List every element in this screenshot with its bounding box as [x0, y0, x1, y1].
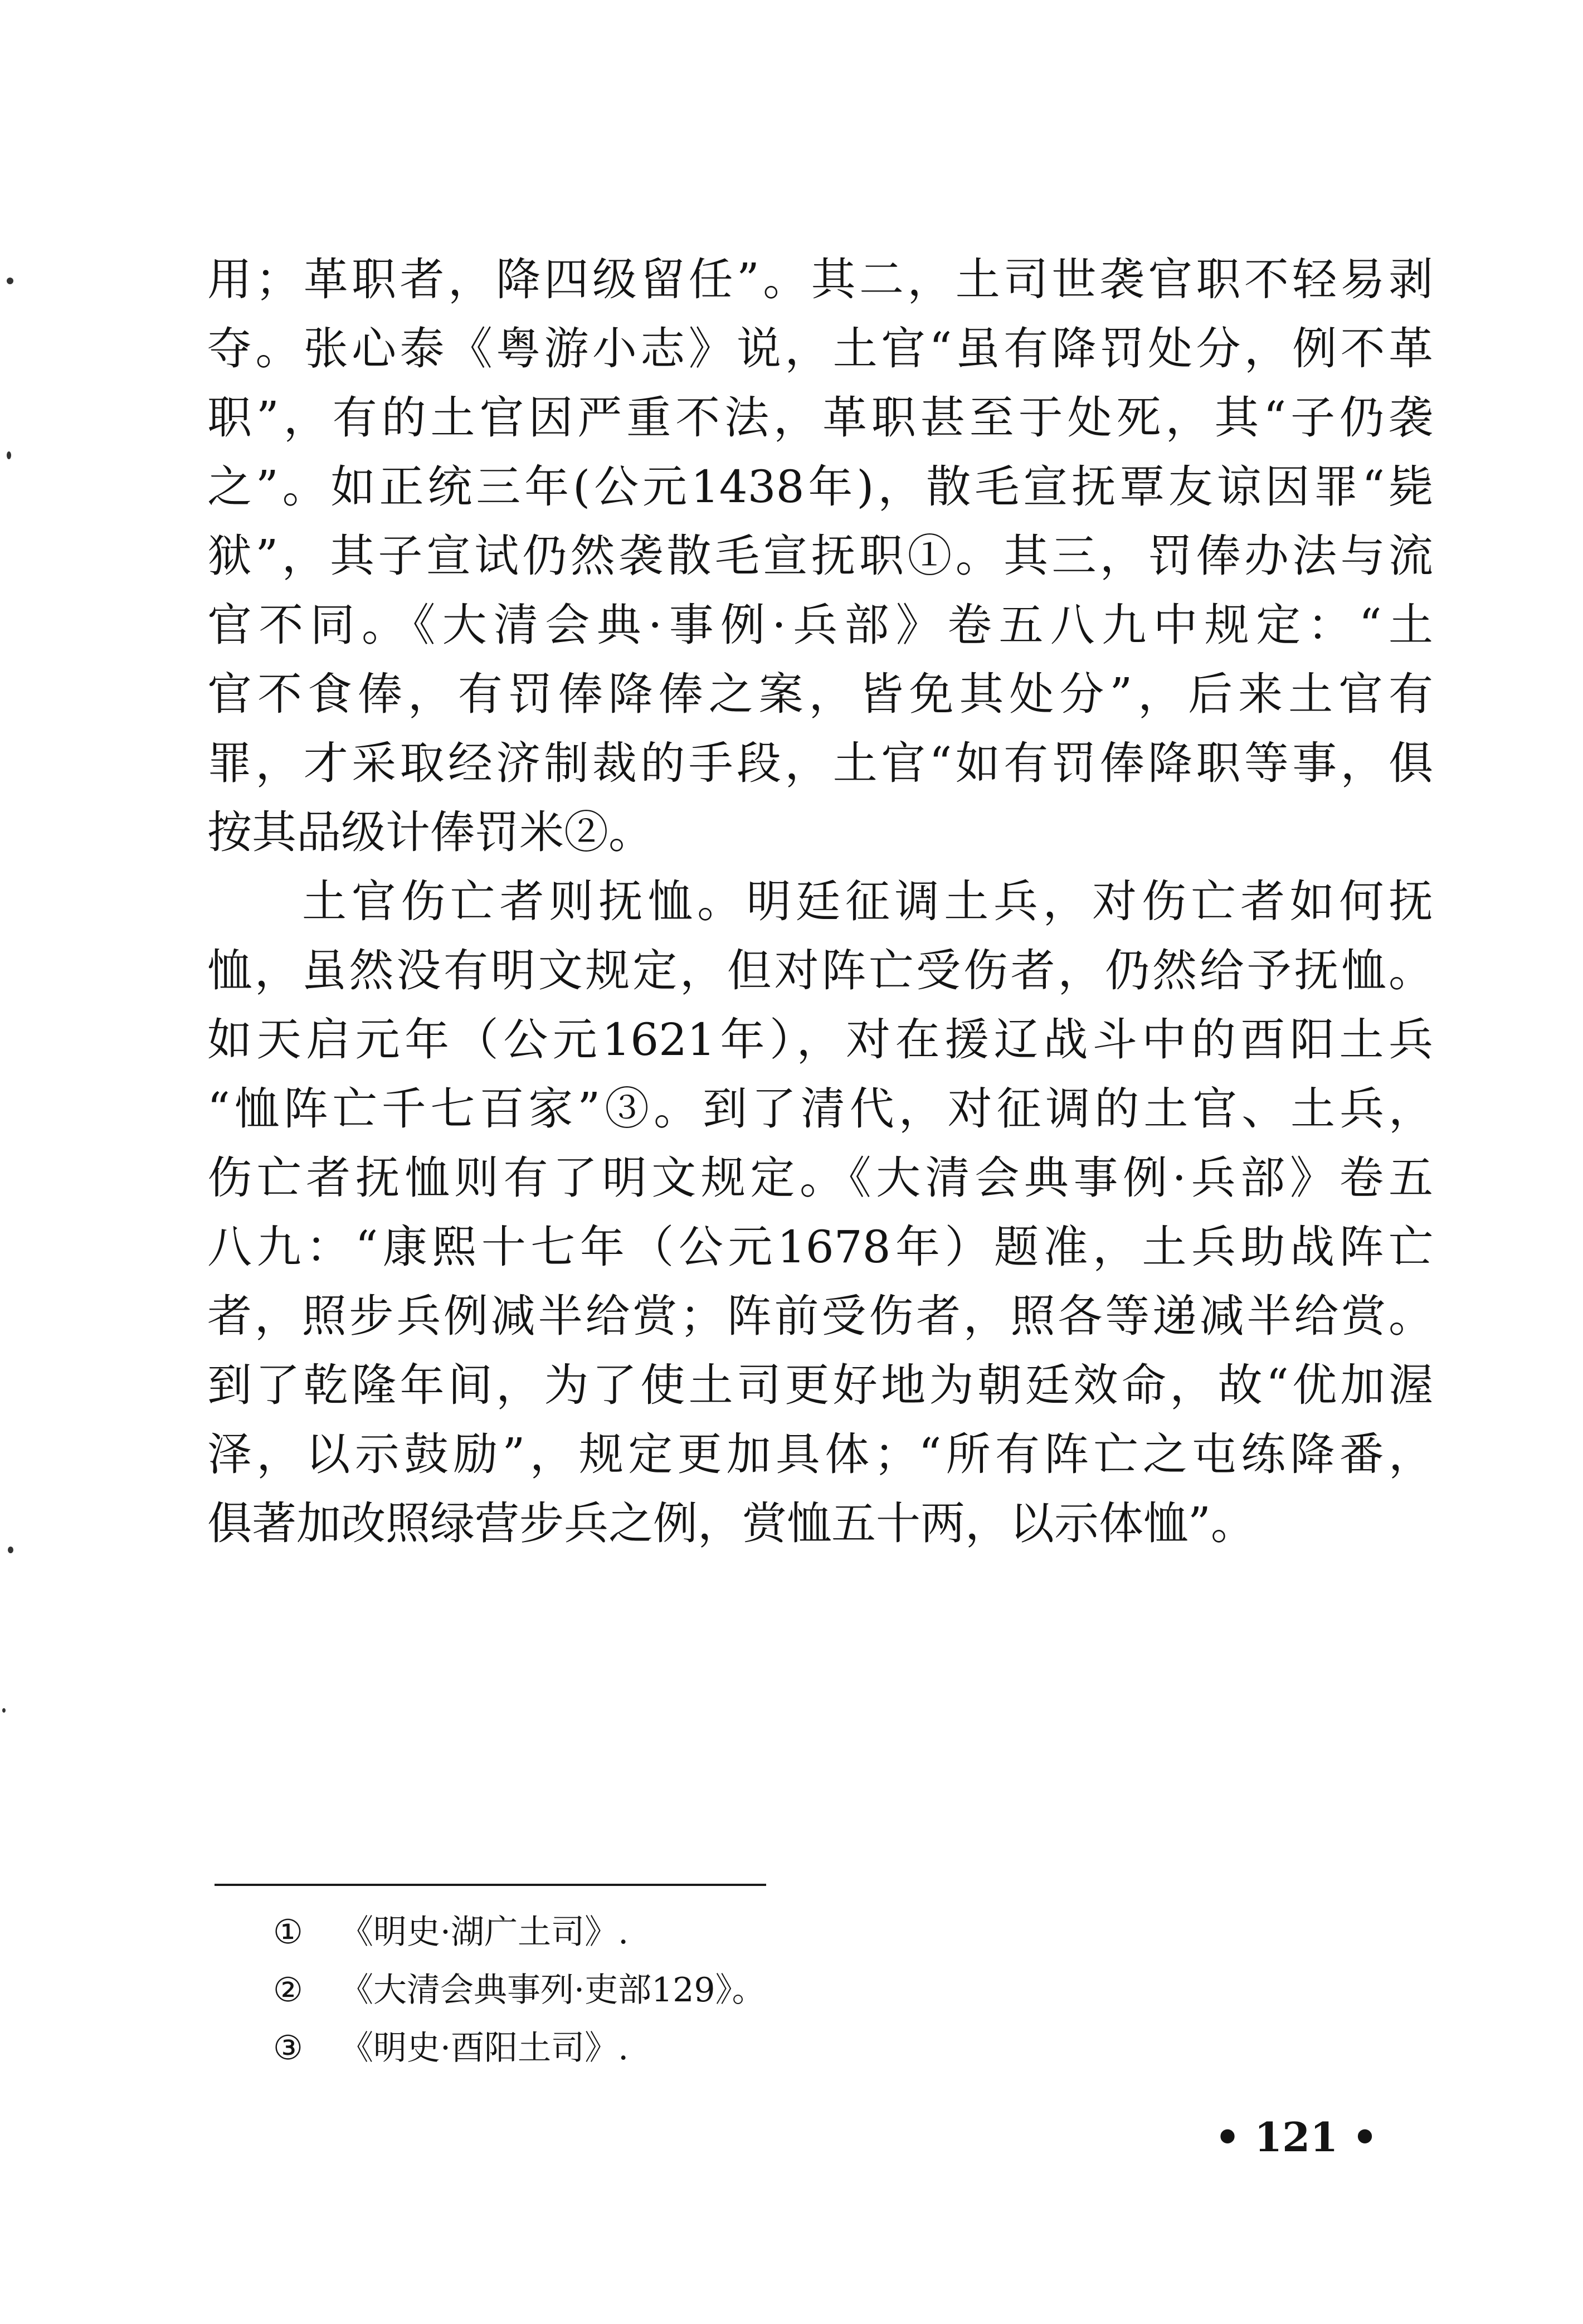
scan-speck [7, 278, 13, 284]
footnote-divider [215, 1884, 766, 1886]
text-line: 俱著加改照绿营步兵之例，赏恤五十两，以示体恤”。 [207, 1498, 1255, 1549]
footnote-2 [273, 1961, 1165, 2019]
text-line: 夺。张心泰《粤游小志》说，土官“虽有降罚处分，例不革 [207, 323, 1433, 375]
text-line: 伤亡者抚恤则有了明文规定。《大清会典事例·兵部》卷五 [207, 1152, 1433, 1204]
footnote-text: 《大清会典事列·吏部129》。 [340, 1971, 766, 2010]
footnote-marker: ③ [273, 2029, 303, 2068]
text-line: 用；革职者，降四级留任”。其二，土司世袭官职不轻易剥 [207, 254, 1433, 305]
text-line: 恤，虽然没有明文规定，但对阵亡受伤者，仍然给予抚恤。 [207, 945, 1433, 996]
text-line: 罪，才采取经济制裁的手段，土官“如有罚俸降职等事，俱 [207, 737, 1433, 789]
text-line: 泽，以示鼓励”，规定更加具体；“所有阵亡之屯练降番， [207, 1428, 1433, 1480]
text-line: 如天启元年（公元1621年），对在援辽战斗中的酉阳土兵 [207, 1014, 1433, 1066]
text-line: 职”，有的土官因严重不法，革职甚至于处死，其“子仍袭 [207, 392, 1433, 444]
footnote-marker: ① [273, 1913, 303, 1952]
footnote-text: 《明史·酉阳土司》. [340, 2029, 629, 2068]
text-line: 官不同。《大清会典·事例·兵部》卷五八九中规定：“土 [207, 599, 1433, 651]
footnote-3 [273, 2019, 1165, 2077]
paragraph-start-line: 土官伤亡者则抚恤。明廷征调土兵，对伤亡者如何抚 [302, 876, 1433, 927]
footnote-1 [273, 1903, 1165, 1961]
footnotes [273, 1903, 1165, 2077]
footnote-text: 《明史·湖广土司》. [340, 1913, 629, 1952]
text-line: 按其品级计俸罚米②。 [207, 806, 653, 858]
text-line: 八九：“康熙十七年（公元1678年）题准，土兵助战阵亡 [207, 1221, 1433, 1273]
page-number: • 121 • [1215, 2113, 1378, 2161]
text-line: 官不食俸，有罚俸降俸之案，皆免其处分”，后来土官有 [207, 668, 1433, 720]
scan-speck [2, 1708, 6, 1713]
scan-speck [7, 451, 11, 459]
text-line: 到了乾隆年间，为了使土司更好地为朝廷效命，故“优加渥 [207, 1359, 1433, 1411]
footnote-marker: ② [273, 1971, 303, 2010]
text-line: 狱”，其子宣试仍然袭散毛宣抚职①。其三，罚俸办法与流 [207, 530, 1433, 582]
scan-speck [8, 1547, 13, 1553]
text-line: 之”。如正统三年(公元1438年)，散毛宣抚覃友谅因罪“毙 [207, 461, 1433, 513]
text-line: 者，照步兵例减半给赏；阵前受伤者，照各等递减半给赏。 [207, 1290, 1433, 1342]
body-text [207, 245, 1433, 1558]
text-line: “恤阵亡千七百家”③。到了清代，对征调的土官、土兵， [207, 1083, 1433, 1135]
